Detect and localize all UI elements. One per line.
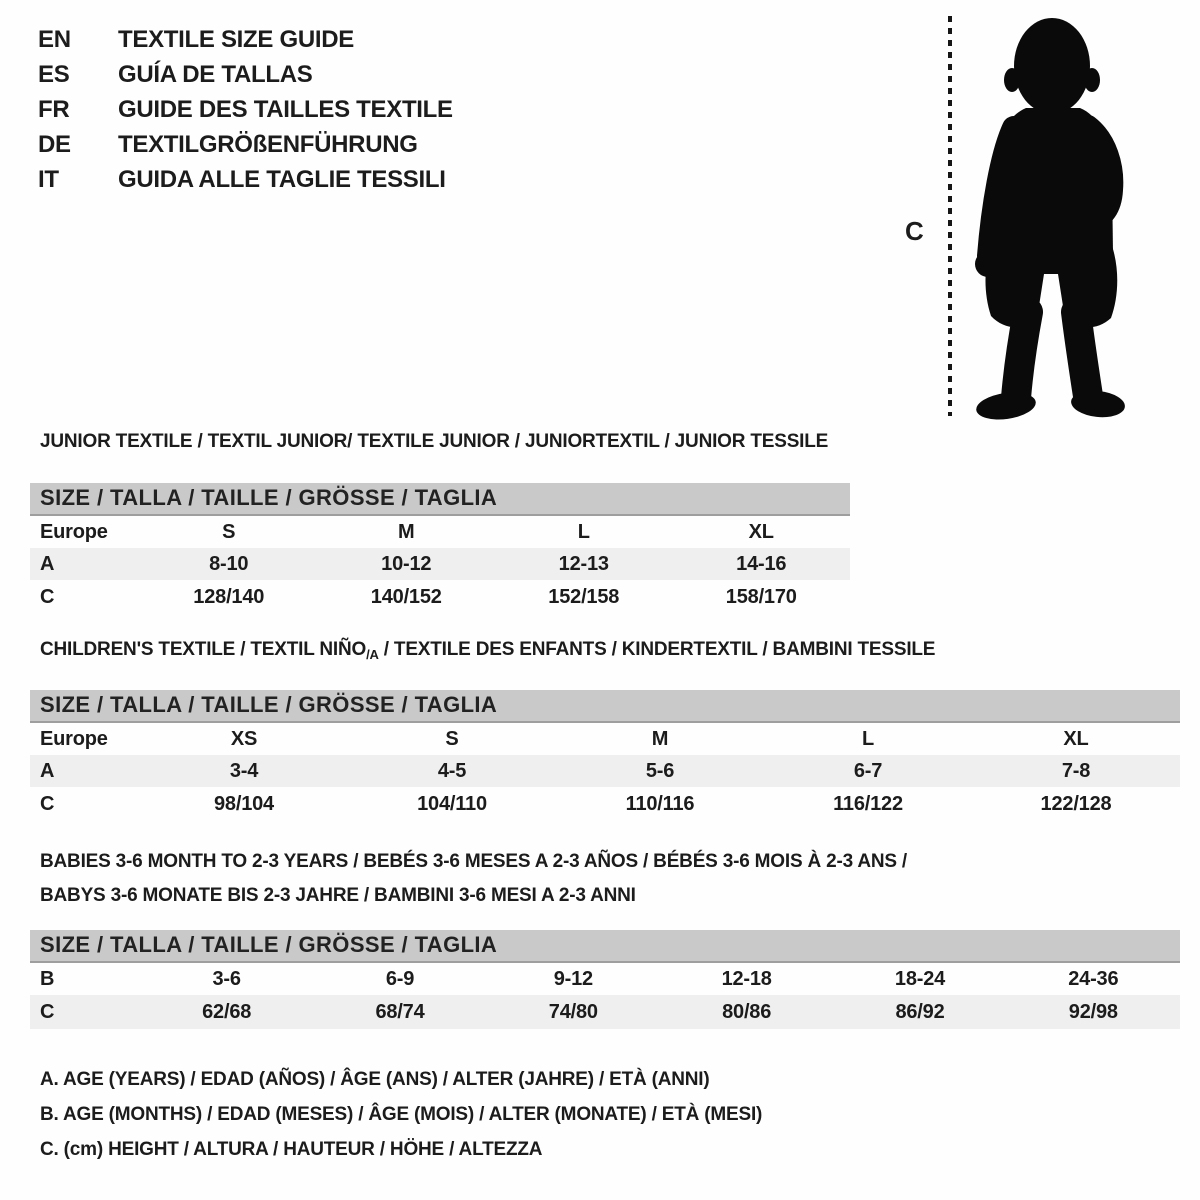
size-header-bar: SIZE / TALLA / TAILLE / GRÖSSE / TAGLIA: [30, 483, 850, 516]
value-cell: XS: [230, 727, 258, 750]
title-text: CHILDREN'S TEXTILE / TEXTIL NIÑO: [40, 639, 367, 660]
language-title-list: [38, 22, 453, 197]
value-cell: 12-13: [558, 552, 609, 575]
table-row-height: [30, 787, 1180, 821]
lang-code: DE: [38, 131, 71, 158]
value-cell: 7-8: [1061, 759, 1091, 782]
lang-title: GUÍA DE TALLAS: [118, 61, 313, 88]
table-row-height: [30, 580, 850, 614]
value-cell: 18-24: [894, 967, 946, 990]
row-label-cell: C: [40, 1000, 55, 1023]
value-cell: 116/122: [833, 792, 903, 815]
lang-code: ES: [38, 61, 70, 88]
value-cell: 122/128: [1040, 792, 1112, 815]
size-table-junior: [30, 483, 850, 614]
value-cell: 12-18: [721, 967, 772, 990]
value-cell: 24-36: [1068, 967, 1119, 990]
value-cell: 3-4: [229, 759, 259, 782]
height-measure-label: C: [905, 216, 924, 246]
value-cell: 4-5: [437, 759, 467, 782]
row-label-cell: C: [40, 792, 55, 815]
table-row-europe: [30, 516, 850, 548]
value-cell: 68/74: [375, 1000, 425, 1023]
title-text: / TEXTILE DES ENFANTS / KINDERTEXTIL / BAMBINI TESSILE: [378, 639, 936, 660]
measurement-legend: [40, 1062, 762, 1167]
value-cell: 6-7: [853, 759, 883, 782]
legend-line-a: A. AGE (YEARS) / EDAD (AÑOS) / ÂGE (ANS) / ALTER (JAHRE) / ETÀ (ANNI): [40, 1069, 710, 1090]
value-cell: 14-16: [736, 552, 787, 575]
value-cell: S: [445, 727, 459, 750]
value-cell: 158/170: [725, 585, 797, 608]
row-label-cell: A: [40, 759, 55, 782]
row-label-cell: A: [40, 552, 55, 575]
section-title-junior: JUNIOR TEXTILE / TEXTIL JUNIOR/ TEXTILE JUNIOR / JUNIORTEXTIL / JUNIOR TESSILE: [40, 431, 829, 452]
value-cell: 74/80: [548, 1000, 598, 1023]
lang-row-es: [38, 57, 453, 92]
height-dashed-line: [948, 16, 952, 416]
value-cell: M: [651, 727, 669, 750]
value-cell: 8-10: [209, 552, 249, 575]
value-cell: 5-6: [645, 759, 675, 782]
value-cell: 80/86: [722, 1000, 772, 1023]
value-cell: 3-6: [212, 967, 241, 990]
value-cell: 128/140: [193, 585, 265, 608]
row-label-cell: Europe: [40, 520, 108, 543]
value-cell: 6-9: [385, 967, 415, 990]
value-cell: 86/92: [895, 1000, 945, 1023]
row-label-cell: B: [40, 967, 55, 990]
babies-title-line1: BABIES 3-6 MONTH TO 2-3 YEARS / BEBÉS 3-6 MESES A 2-3 AÑOS / BÉBÉS 3-6 MOIS À 2-3 ANS /: [40, 851, 908, 872]
table-row-height: [30, 995, 1180, 1029]
size-table-children: [30, 690, 1180, 821]
lang-row-de: [38, 127, 453, 162]
lang-code: FR: [38, 96, 70, 123]
table-row-age: [30, 755, 1180, 787]
title-sub-text: /A: [366, 647, 379, 662]
section-title-children: [40, 639, 935, 662]
baby-silhouette-icon: [962, 14, 1140, 420]
value-cell: 140/152: [370, 585, 442, 608]
value-cell: M: [398, 520, 415, 543]
value-cell: 62/68: [202, 1000, 252, 1023]
legend-line-b: B. AGE (MONTHS) / EDAD (MESES) / ÂGE (MOIS) / ALTER (MONATE) / ETÀ (MESI): [40, 1104, 763, 1125]
value-cell: 152/158: [548, 585, 620, 608]
value-cell: XL: [748, 520, 774, 543]
value-cell: 98/104: [214, 792, 274, 815]
value-cell: 104/110: [417, 792, 487, 815]
row-label-cell: Europe: [40, 727, 108, 750]
lang-row-it: [38, 162, 453, 197]
babies-title-line2: BABYS 3-6 MONATE BIS 2-3 JAHRE / BAMBINI 3-6 MESI A 2-3 ANNI: [40, 885, 636, 906]
row-label-cell: C: [40, 585, 55, 608]
value-cell: 110/116: [625, 792, 695, 815]
lang-code: IT: [38, 166, 59, 193]
lang-title: TEXTILGRÖßENFÜHRUNG: [118, 131, 418, 158]
lang-code: EN: [38, 26, 71, 53]
value-cell: 92/98: [1068, 1000, 1118, 1023]
table-row-months: [30, 963, 1180, 995]
table-row-europe: [30, 723, 1180, 755]
table-row-age: [30, 548, 850, 580]
value-cell: XL: [1063, 727, 1089, 750]
size-header-bar: SIZE / TALLA / TAILLE / GRÖSSE / TAGLIA: [30, 690, 1180, 723]
size-table-babies: [30, 930, 1180, 1029]
lang-title: TEXTILE SIZE GUIDE: [118, 26, 354, 53]
lang-title: GUIDE DES TAILLES TEXTILE: [118, 96, 453, 123]
lang-row-fr: [38, 92, 453, 127]
value-cell: 10-12: [381, 552, 432, 575]
size-header-bar: SIZE / TALLA / TAILLE / GRÖSSE / TAGLIA: [30, 930, 1180, 963]
value-cell: S: [222, 520, 236, 543]
lang-title: GUIDA ALLE TAGLIE TESSILI: [118, 166, 446, 193]
value-cell: 9-12: [553, 967, 593, 990]
lang-row-en: [38, 22, 453, 57]
value-cell: L: [861, 727, 875, 750]
value-cell: L: [577, 520, 590, 543]
section-title-babies: [40, 845, 907, 913]
legend-line-c: C. (cm) HEIGHT / ALTURA / HAUTEUR / HÖHE / ALTEZZA: [40, 1139, 543, 1160]
